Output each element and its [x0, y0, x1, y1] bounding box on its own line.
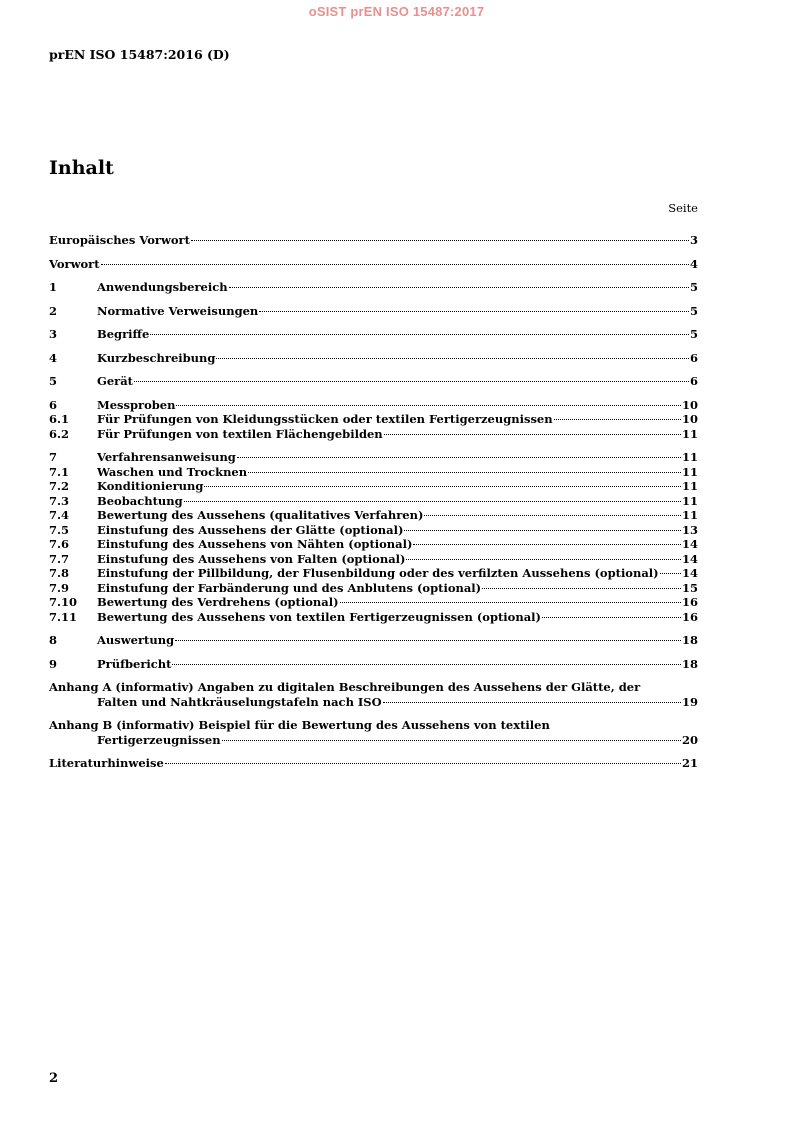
toc-entry-number: 8: [49, 633, 58, 647]
toc-entry-6-1[interactable]: [49, 412, 698, 427]
toc-entry-number: 7.7: [49, 551, 70, 566]
toc-entry-page: 11: [681, 493, 698, 508]
toc-entry-page: 5: [689, 303, 698, 318]
toc-entry-title: Konditionierung: [97, 479, 204, 493]
toc-entry-title-continued: Fertigerzeugnissen: [97, 732, 221, 747]
toc-entry-3[interactable]: [49, 327, 698, 342]
toc-entry-title: Anhang B (informativ) Beispiel für die Bewertung des Aussehens von textilen: [49, 718, 550, 732]
toc-entry-continuation: [49, 695, 698, 710]
toc-entry-annex-a[interactable]: [49, 680, 698, 709]
toc-entry-page: 11: [681, 464, 698, 479]
toc-leader-dots: [229, 287, 689, 288]
toc-entry-continuation: [49, 733, 698, 748]
toc-entry-number: 7.6: [49, 537, 70, 551]
toc-entry-6[interactable]: [49, 398, 698, 413]
toc-leader-dots: [191, 240, 689, 241]
toc-entry-page: 10: [681, 397, 698, 412]
toc-entry-page: 4: [689, 256, 698, 271]
toc-entry-page: 18: [681, 656, 698, 671]
toc-leader-dots: [237, 457, 681, 458]
toc-entry-page: 11: [681, 479, 698, 493]
toc-entry-page: 11: [681, 450, 698, 464]
toc-entry-page: 16: [681, 595, 698, 609]
page-title: Inhalt: [49, 157, 114, 179]
toc-entry-7-10[interactable]: [49, 595, 698, 610]
toc-leader-dots: [383, 702, 681, 703]
toc-entry-title: Einstufung der Pillbildung, der Flusenbildung oder des verfilzten Aussehens (optional): [97, 566, 659, 580]
toc-leader-dots: [172, 664, 681, 665]
toc-entry-annex-b[interactable]: [49, 718, 698, 747]
toc-entry-page: 6: [689, 374, 698, 388]
toc-leader-dots: [259, 311, 689, 312]
toc-entry-title: Prüfbericht: [97, 656, 172, 671]
document-id: prEN ISO 15487:2016 (D): [49, 47, 230, 62]
toc-entry-number: 7.3: [49, 493, 70, 508]
toc-leader-dots: [482, 588, 681, 589]
toc-entry-7-6[interactable]: [49, 537, 698, 552]
toc-entry-title: Normative Verweisungen: [97, 303, 259, 318]
toc-entry-number: 7.9: [49, 580, 70, 595]
toc-entry-number: 6.1: [49, 412, 70, 426]
toc-entry-european-foreword[interactable]: [49, 233, 698, 248]
toc-leader-dots: [384, 434, 681, 435]
toc-entry-title: Beobachtung: [97, 493, 183, 508]
toc-entry-page: 20: [681, 732, 698, 747]
toc-entry-page: 6: [689, 350, 698, 365]
toc-entry-page: 21: [681, 756, 698, 770]
toc-entry-number: 7.10: [49, 595, 78, 609]
toc-entry-page: 10: [681, 412, 698, 426]
toc-leader-dots: [248, 472, 681, 473]
toc-entry-title: Für Prüfungen von textilen Flächengebilden: [97, 426, 383, 441]
toc-entry-number: 6.2: [49, 426, 70, 441]
toc-entry-number: 7: [49, 450, 58, 464]
toc-entry-1[interactable]: [49, 280, 698, 295]
toc-entry-number: 5: [49, 374, 58, 388]
toc-entry-page: 16: [681, 609, 698, 624]
toc-entry-number: 9: [49, 656, 58, 671]
toc-entry-page: 15: [681, 580, 698, 595]
toc-leader-dots: [542, 617, 681, 618]
toc-entry-7-1[interactable]: [49, 465, 698, 480]
toc-entry-bibliography[interactable]: [49, 756, 698, 771]
toc-entry-7-5[interactable]: [49, 523, 698, 538]
toc-entry-number: 2: [49, 303, 58, 318]
toc-entry-title: Anhang A (informativ) Angaben zu digitalen Beschreibungen des Aussehens der Glätte, der: [49, 680, 641, 694]
page-number: 2: [49, 1071, 59, 1086]
toc-entry-title: Begriffe: [97, 327, 150, 341]
toc-entry-title: Vorwort: [49, 256, 100, 271]
toc-leader-dots: [340, 602, 681, 603]
toc-entry-title: Auswertung: [97, 633, 175, 647]
toc-entry-title-continued: Falten und Nahtkräuselungstafeln nach ISO: [97, 694, 382, 709]
toc-entry-page: 11: [681, 426, 698, 441]
toc-entry-number: 7.2: [49, 479, 70, 493]
toc-entry-page: 3: [689, 233, 698, 247]
toc-entry-9[interactable]: [49, 657, 698, 672]
toc-entry-title: Bewertung des Aussehens von textilen Fertigerzeugnissen (optional): [97, 609, 541, 624]
table-of-contents: [49, 233, 698, 771]
toc-entry-7-4[interactable]: [49, 508, 698, 523]
toc-entry-page: 14: [681, 566, 698, 580]
toc-entry-number: 7.11: [49, 609, 78, 624]
toc-entry-number: 7.4: [49, 508, 70, 522]
toc-leader-dots: [176, 405, 681, 406]
toc-entry-7-2[interactable]: [49, 479, 698, 494]
toc-entry-foreword[interactable]: [49, 257, 698, 272]
toc-entry-title: Europäisches Vorwort: [49, 233, 190, 247]
toc-entry-6-2[interactable]: [49, 427, 698, 442]
toc-entry-title: Verfahrensanweisung: [97, 450, 236, 464]
watermark: oSIST prEN ISO 15487:2017: [308, 4, 485, 19]
toc-entry-number: 7.8: [49, 566, 70, 580]
toc-entry-5[interactable]: [49, 374, 698, 389]
toc-entry-title: Bewertung des Aussehens (qualitatives Verfahren): [97, 508, 424, 522]
toc-entry-number: 1: [49, 280, 58, 294]
toc-leader-dots: [413, 544, 681, 545]
toc-leader-dots: [554, 419, 681, 420]
toc-entry-7-9[interactable]: [49, 581, 698, 596]
toc-leader-dots: [222, 740, 681, 741]
toc-leader-dots: [101, 264, 689, 265]
toc-entry-title: Literaturhinweise: [49, 756, 164, 770]
toc-entry-title: Bewertung des Verdrehens (optional): [97, 595, 339, 609]
toc-entry-title: Kurzbeschreibung: [97, 350, 216, 365]
toc-leader-dots: [660, 573, 681, 574]
page-column-label: Seite: [668, 201, 698, 215]
toc-entry-number: 7.1: [49, 464, 70, 479]
toc-leader-dots: [134, 381, 689, 382]
toc-entry-title: Einstufung des Aussehens der Glätte (optional): [97, 522, 404, 537]
toc-entry-title: Einstufung der Farbänderung und des Anblutens (optional): [97, 580, 482, 595]
toc-entry-7-7[interactable]: [49, 552, 698, 567]
toc-entry-4[interactable]: [49, 351, 698, 366]
toc-leader-dots: [216, 358, 689, 359]
toc-entry-page: 5: [689, 280, 698, 294]
toc-entry-title: Messproben: [97, 397, 176, 412]
toc-entry-page: 13: [681, 522, 698, 537]
toc-entry-7[interactable]: [49, 450, 698, 465]
toc-leader-dots: [404, 530, 681, 531]
toc-entry-title: Anwendungsbereich: [97, 280, 228, 294]
toc-leader-dots: [184, 501, 681, 502]
toc-entry-8[interactable]: [49, 633, 698, 648]
toc-entry-title: Waschen und Trocknen: [97, 464, 248, 479]
toc-entry-7-3[interactable]: [49, 494, 698, 509]
toc-entry-page: 11: [681, 508, 698, 522]
toc-entry-7-11[interactable]: [49, 610, 698, 625]
toc-leader-dots: [204, 486, 681, 487]
toc-leader-dots: [150, 334, 689, 335]
toc-entry-title: Gerät: [97, 374, 133, 388]
toc-leader-dots: [406, 559, 681, 560]
toc-leader-dots: [175, 640, 681, 641]
toc-entry-number: 3: [49, 327, 58, 341]
toc-entry-number: 6: [49, 397, 58, 412]
toc-entry-7-8[interactable]: [49, 566, 698, 581]
toc-entry-title: Einstufung des Aussehens von Nähten (optional): [97, 537, 413, 551]
toc-entry-title: Für Prüfungen von Kleidungsstücken oder textilen Fertigerzeugnissen: [97, 412, 553, 426]
toc-entry-page: 14: [681, 551, 698, 566]
toc-entry-page: 14: [681, 537, 698, 551]
toc-leader-dots: [165, 763, 681, 764]
toc-entry-title: Einstufung des Aussehens von Falten (optional): [97, 551, 406, 566]
toc-entry-page: 19: [681, 694, 698, 709]
toc-entry-number: 7.5: [49, 522, 70, 537]
toc-entry-page: 5: [689, 327, 698, 341]
toc-entry-number: 4: [49, 350, 58, 365]
toc-entry-2[interactable]: [49, 304, 698, 319]
toc-entry-page: 18: [681, 633, 698, 647]
toc-leader-dots: [424, 515, 681, 516]
